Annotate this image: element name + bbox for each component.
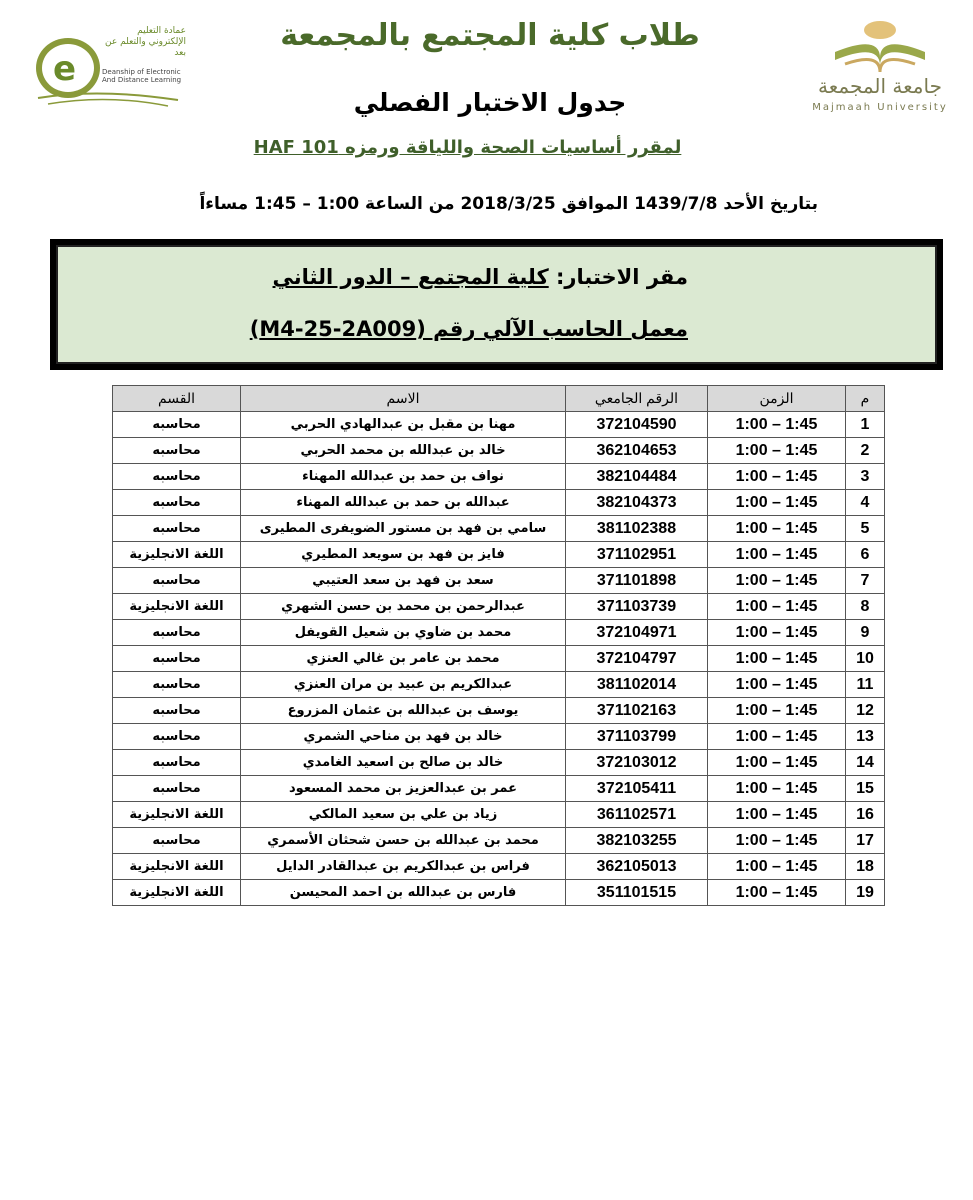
university-id-cell: 371103799 <box>566 724 708 750</box>
table-row <box>113 750 885 776</box>
row-number-cell: 2 <box>846 438 885 464</box>
header-id: الرقم الجامعي <box>566 386 708 412</box>
table-row <box>113 802 885 828</box>
header-name: الاسم <box>241 386 566 412</box>
row-number-cell: 3 <box>846 464 885 490</box>
student-name-cell: عبدالكريم بن عبيد بن مران العنزي <box>241 672 566 698</box>
time-cell: 1:00 – 1:45 <box>708 828 846 854</box>
row-number-cell: 7 <box>846 568 885 594</box>
computer-lab-line: معمل الحاسب الآلي رقم (M4-25-2A009) <box>249 317 688 341</box>
table-body <box>113 412 885 906</box>
row-number-cell: 13 <box>846 724 885 750</box>
university-id-cell: 382104484 <box>566 464 708 490</box>
department-cell: محاسبه <box>113 828 241 854</box>
deanship-arabic-name: عمادة التعليم الإلكتروني والتعلم عن بعد <box>105 26 186 58</box>
time-cell: 1:00 – 1:45 <box>708 672 846 698</box>
university-id-cell: 351101515 <box>566 880 708 906</box>
student-name-cell: خالد بن صالح بن اسعيد الغامدي <box>241 750 566 776</box>
row-number-cell: 10 <box>846 646 885 672</box>
student-name-cell: عبدالرحمن بن محمد بن حسن الشهري <box>241 594 566 620</box>
student-name-cell: نواف بن حمد بن عبدالله المهناء <box>241 464 566 490</box>
deanship-elearning-logo <box>28 18 188 110</box>
row-number-cell: 8 <box>846 594 885 620</box>
students-table <box>112 385 885 906</box>
table-row <box>113 542 885 568</box>
student-name-cell: مهنا بن مقبل بن عبدالهادي الحربي <box>241 412 566 438</box>
table-row <box>113 646 885 672</box>
table-row <box>113 568 885 594</box>
university-id-cell: 381102014 <box>566 672 708 698</box>
table-row <box>113 620 885 646</box>
student-name-cell: يوسف بن عبدالله بن عثمان المزروع <box>241 698 566 724</box>
time-cell: 1:00 – 1:45 <box>708 464 846 490</box>
svg-text:e: e <box>53 49 77 89</box>
schedule-title: جدول الاختبار الفصلي <box>353 88 627 117</box>
university-id-cell: 381102388 <box>566 516 708 542</box>
department-cell: اللغة الانجليزية <box>113 542 241 568</box>
university-id-cell: 361102571 <box>566 802 708 828</box>
row-number-cell: 1 <box>846 412 885 438</box>
student-name-cell: محمد بن ضاوي بن شعيل القويفل <box>241 620 566 646</box>
table-row <box>113 516 885 542</box>
department-cell: محاسبه <box>113 464 241 490</box>
table-row <box>113 698 885 724</box>
student-name-cell: عبدالله بن حمد بن عبدالله المهناء <box>241 490 566 516</box>
student-name-cell: خالد بن عبدالله بن محمد الحربي <box>241 438 566 464</box>
time-cell: 1:00 – 1:45 <box>708 594 846 620</box>
table-header-row <box>113 386 885 412</box>
department-cell: محاسبه <box>113 620 241 646</box>
university-id-cell: 372105411 <box>566 776 708 802</box>
majmaah-university-logo <box>795 12 965 122</box>
department-cell: اللغة الانجليزية <box>113 594 241 620</box>
header-dept: القسم <box>113 386 241 412</box>
location-label: مقر الاختبار: <box>556 265 688 289</box>
row-number-cell: 18 <box>846 854 885 880</box>
row-number-cell: 6 <box>846 542 885 568</box>
time-cell: 1:00 – 1:45 <box>708 412 846 438</box>
time-cell: 1:00 – 1:45 <box>708 802 846 828</box>
course-line: لمقرر أساسيات الصحة واللياقة ورمزه HAF 101 <box>253 137 682 158</box>
time-cell: 1:00 – 1:45 <box>708 854 846 880</box>
student-name-cell: سعد بن فهد بن سعد العتيبي <box>241 568 566 594</box>
row-number-cell: 4 <box>846 490 885 516</box>
department-cell: محاسبه <box>113 646 241 672</box>
department-cell: محاسبه <box>113 750 241 776</box>
student-name-cell: فراس بن عبدالكريم بن عبدالقادر الدايل <box>241 854 566 880</box>
time-cell: 1:00 – 1:45 <box>708 542 846 568</box>
row-number-cell: 17 <box>846 828 885 854</box>
university-id-cell: 371102951 <box>566 542 708 568</box>
table-row <box>113 880 885 906</box>
time-cell: 1:00 – 1:45 <box>708 646 846 672</box>
row-number-cell: 16 <box>846 802 885 828</box>
time-cell: 1:00 – 1:45 <box>708 568 846 594</box>
exam-location-panel <box>56 245 937 364</box>
student-name-cell: زياد بن علي بن سعيد المالكي <box>241 802 566 828</box>
row-number-cell: 5 <box>846 516 885 542</box>
department-cell: محاسبه <box>113 568 241 594</box>
student-name-cell: محمد بن عامر بن غالي العنزي <box>241 646 566 672</box>
time-cell: 1:00 – 1:45 <box>708 750 846 776</box>
student-name-cell: فايز بن فهد بن سويعد المطيري <box>241 542 566 568</box>
department-cell: اللغة الانجليزية <box>113 880 241 906</box>
table-row <box>113 672 885 698</box>
student-name-cell: سامي بن فهد بن مستور الضويفرى المطيرى <box>241 516 566 542</box>
row-number-cell: 12 <box>846 698 885 724</box>
deanship-english-name: Deanship of Electronic And Distance Learning <box>102 68 182 84</box>
row-number-cell: 9 <box>846 620 885 646</box>
university-english-name: Majmaah University <box>812 102 948 113</box>
exam-location-box <box>50 239 943 370</box>
university-id-cell: 371102163 <box>566 698 708 724</box>
university-id-cell: 371101898 <box>566 568 708 594</box>
header-time: الزمن <box>708 386 846 412</box>
table-row <box>113 854 885 880</box>
department-cell: محاسبه <box>113 776 241 802</box>
row-number-cell: 11 <box>846 672 885 698</box>
time-cell: 1:00 – 1:45 <box>708 516 846 542</box>
department-cell: اللغة الانجليزية <box>113 854 241 880</box>
university-id-cell: 372104797 <box>566 646 708 672</box>
university-arabic-name: جامعة المجمعة <box>818 74 942 98</box>
table-row <box>113 464 885 490</box>
department-cell: محاسبه <box>113 672 241 698</box>
time-cell: 1:00 – 1:45 <box>708 620 846 646</box>
table-row <box>113 724 885 750</box>
student-name-cell: فارس بن عبدالله بن احمد المحيسن <box>241 880 566 906</box>
college-title: طلاب كلية المجتمع بالمجمعة <box>280 18 700 53</box>
time-cell: 1:00 – 1:45 <box>708 880 846 906</box>
row-number-cell: 19 <box>846 880 885 906</box>
header-num: م <box>846 386 885 412</box>
time-cell: 1:00 – 1:45 <box>708 698 846 724</box>
department-cell: محاسبه <box>113 698 241 724</box>
table-row <box>113 776 885 802</box>
student-name-cell: خالد بن فهد بن مناحي الشمري <box>241 724 566 750</box>
department-cell: محاسبه <box>113 516 241 542</box>
row-number-cell: 14 <box>846 750 885 776</box>
time-cell: 1:00 – 1:45 <box>708 724 846 750</box>
department-cell: محاسبه <box>113 490 241 516</box>
university-id-cell: 372104590 <box>566 412 708 438</box>
row-number-cell: 15 <box>846 776 885 802</box>
table-row <box>113 438 885 464</box>
time-cell: 1:00 – 1:45 <box>708 438 846 464</box>
location-line <box>58 265 688 289</box>
university-id-cell: 372104971 <box>566 620 708 646</box>
student-name-cell: عمر بن عبدالعزيز بن محمد المسعود <box>241 776 566 802</box>
student-name-cell: محمد بن عبدالله بن حسن شحثان الأسمري <box>241 828 566 854</box>
exam-date-line: بتاريخ الأحد 1439/7/8 الموافق 2018/3/25 من الساعة 1:00 – 1:45 مساءاً <box>199 194 818 214</box>
table-row <box>113 594 885 620</box>
department-cell: محاسبه <box>113 438 241 464</box>
university-id-cell: 362104653 <box>566 438 708 464</box>
university-id-cell: 382103255 <box>566 828 708 854</box>
university-id-cell: 372103012 <box>566 750 708 776</box>
time-cell: 1:00 – 1:45 <box>708 490 846 516</box>
time-cell: 1:00 – 1:45 <box>708 776 846 802</box>
university-id-cell: 362105013 <box>566 854 708 880</box>
department-cell: محاسبه <box>113 412 241 438</box>
department-cell: محاسبه <box>113 724 241 750</box>
table-row <box>113 412 885 438</box>
department-cell: اللغة الانجليزية <box>113 802 241 828</box>
location-value: كلية المجتمع – الدور الثاني <box>272 265 549 289</box>
university-id-cell: 382104373 <box>566 490 708 516</box>
table-row <box>113 490 885 516</box>
university-id-cell: 371103739 <box>566 594 708 620</box>
table-row <box>113 828 885 854</box>
